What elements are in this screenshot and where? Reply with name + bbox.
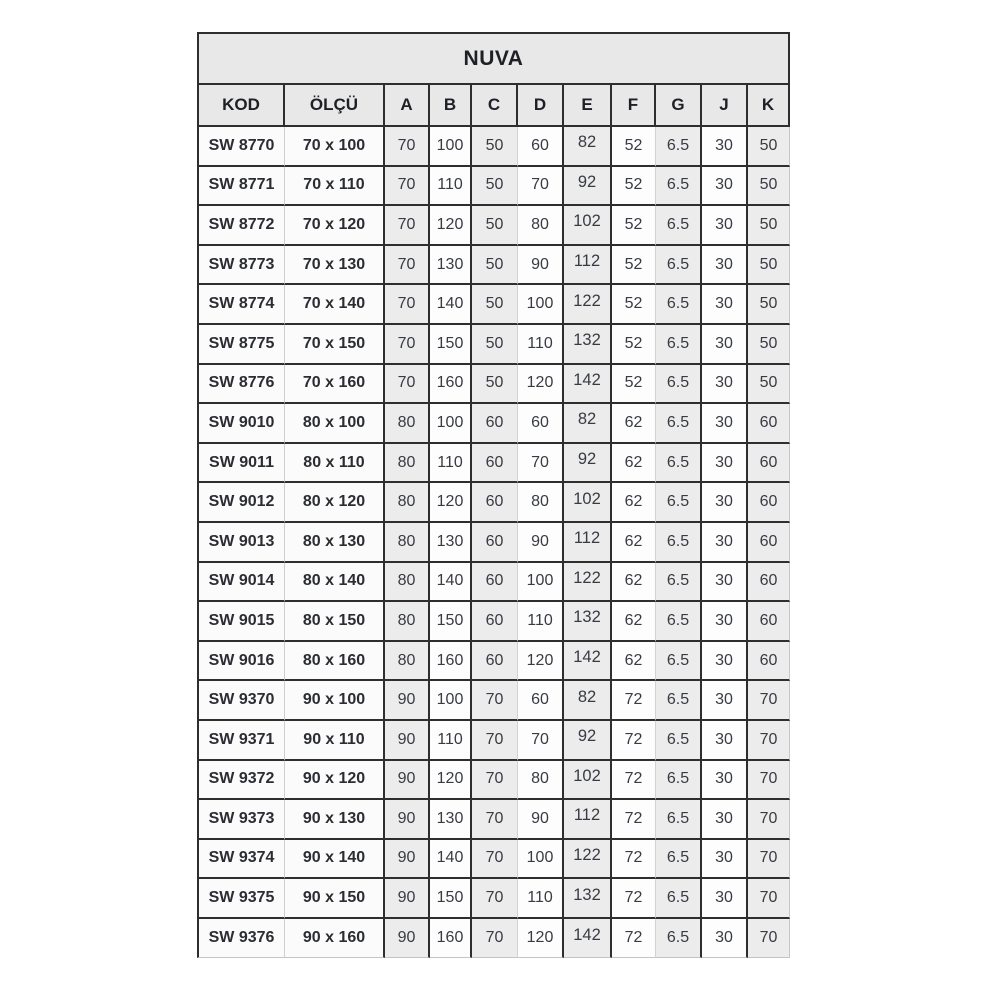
olcu-cell: 70 x 120	[285, 206, 385, 246]
table-row	[197, 879, 790, 919]
olcu-cell: 80 x 160	[285, 642, 385, 682]
value-cell-a: 80	[385, 602, 430, 642]
value-cell-d: 60	[518, 681, 564, 721]
value-cell-a: 80	[385, 483, 430, 523]
kod-cell: SW 9374	[197, 840, 285, 880]
column-header-g: G	[656, 85, 702, 127]
value-cell-c: 70	[472, 681, 518, 721]
value-cell-c: 50	[472, 246, 518, 286]
value-cell-a: 70	[385, 365, 430, 405]
value-cell-k: 60	[748, 523, 790, 563]
value-cell-e: 82	[564, 681, 612, 721]
value-cell-g: 6.5	[656, 444, 702, 484]
value-cell-e: 102	[564, 206, 612, 246]
value-cell-b: 100	[430, 681, 472, 721]
value-cell-g: 6.5	[656, 721, 702, 761]
value-cell-f: 62	[612, 523, 656, 563]
value-cell-a: 80	[385, 642, 430, 682]
value-cell-j: 30	[702, 840, 748, 880]
value-cell-j: 30	[702, 681, 748, 721]
value-cell-b: 160	[430, 919, 472, 959]
value-cell-g: 6.5	[656, 602, 702, 642]
value-cell-f: 52	[612, 206, 656, 246]
value-cell-g: 6.5	[656, 127, 702, 167]
kod-cell: SW 8770	[197, 127, 285, 167]
kod-cell: SW 9013	[197, 523, 285, 563]
value-cell-c: 60	[472, 523, 518, 563]
value-cell-d: 80	[518, 483, 564, 523]
olcu-cell: 70 x 160	[285, 365, 385, 405]
table-row	[197, 800, 790, 840]
kod-cell: SW 9370	[197, 681, 285, 721]
column-header-k: K	[748, 85, 790, 127]
olcu-cell: 90 x 110	[285, 721, 385, 761]
value-cell-j: 30	[702, 444, 748, 484]
value-cell-g: 6.5	[656, 404, 702, 444]
kod-cell: SW 9376	[197, 919, 285, 959]
table-row	[197, 404, 790, 444]
column-header-row	[197, 85, 790, 127]
value-cell-c: 50	[472, 285, 518, 325]
value-cell-a: 90	[385, 879, 430, 919]
olcu-cell: 80 x 110	[285, 444, 385, 484]
value-cell-j: 30	[702, 879, 748, 919]
value-cell-j: 30	[702, 127, 748, 167]
value-cell-f: 52	[612, 127, 656, 167]
value-cell-j: 30	[702, 761, 748, 801]
value-cell-b: 100	[430, 404, 472, 444]
table-row	[197, 602, 790, 642]
table-row	[197, 365, 790, 405]
value-cell-f: 72	[612, 681, 656, 721]
table-row	[197, 444, 790, 484]
value-cell-b: 120	[430, 206, 472, 246]
value-cell-k: 50	[748, 246, 790, 286]
value-cell-b: 120	[430, 483, 472, 523]
table-row	[197, 721, 790, 761]
value-cell-c: 70	[472, 721, 518, 761]
value-cell-k: 70	[748, 919, 790, 959]
value-cell-c: 60	[472, 483, 518, 523]
value-cell-e: 122	[564, 285, 612, 325]
value-cell-a: 90	[385, 840, 430, 880]
column-header-j: J	[702, 85, 748, 127]
value-cell-f: 72	[612, 800, 656, 840]
olcu-cell: 80 x 130	[285, 523, 385, 563]
value-cell-a: 70	[385, 127, 430, 167]
value-cell-j: 30	[702, 365, 748, 405]
column-header-kod: KOD	[197, 85, 285, 127]
value-cell-c: 60	[472, 563, 518, 603]
value-cell-a: 80	[385, 523, 430, 563]
value-cell-b: 120	[430, 761, 472, 801]
column-header-b: B	[430, 85, 472, 127]
value-cell-a: 80	[385, 404, 430, 444]
value-cell-a: 70	[385, 285, 430, 325]
value-cell-k: 50	[748, 127, 790, 167]
column-header-e: E	[564, 85, 612, 127]
value-cell-k: 60	[748, 563, 790, 603]
value-cell-k: 70	[748, 761, 790, 801]
olcu-cell: 80 x 100	[285, 404, 385, 444]
table-row	[197, 483, 790, 523]
value-cell-g: 6.5	[656, 246, 702, 286]
value-cell-b: 150	[430, 602, 472, 642]
value-cell-d: 70	[518, 167, 564, 207]
value-cell-b: 160	[430, 365, 472, 405]
value-cell-c: 50	[472, 206, 518, 246]
value-cell-c: 70	[472, 840, 518, 880]
value-cell-f: 62	[612, 602, 656, 642]
olcu-cell: 90 x 150	[285, 879, 385, 919]
olcu-cell: 80 x 120	[285, 483, 385, 523]
value-cell-c: 50	[472, 365, 518, 405]
table-row	[197, 681, 790, 721]
nuva-spec-table	[197, 32, 790, 958]
table-body	[197, 127, 790, 958]
value-cell-d: 90	[518, 246, 564, 286]
value-cell-a: 70	[385, 167, 430, 207]
value-cell-g: 6.5	[656, 642, 702, 682]
value-cell-b: 150	[430, 325, 472, 365]
olcu-cell: 90 x 130	[285, 800, 385, 840]
value-cell-j: 30	[702, 167, 748, 207]
value-cell-e: 132	[564, 602, 612, 642]
kod-cell: SW 8776	[197, 365, 285, 405]
value-cell-e: 142	[564, 365, 612, 405]
value-cell-d: 90	[518, 523, 564, 563]
value-cell-f: 72	[612, 840, 656, 880]
olcu-cell: 90 x 100	[285, 681, 385, 721]
value-cell-j: 30	[702, 206, 748, 246]
table-row	[197, 127, 790, 167]
value-cell-c: 60	[472, 602, 518, 642]
value-cell-j: 30	[702, 602, 748, 642]
value-cell-e: 112	[564, 523, 612, 563]
table-row	[197, 523, 790, 563]
value-cell-e: 82	[564, 127, 612, 167]
value-cell-k: 70	[748, 840, 790, 880]
value-cell-c: 70	[472, 919, 518, 959]
value-cell-f: 52	[612, 365, 656, 405]
value-cell-g: 6.5	[656, 761, 702, 801]
value-cell-c: 50	[472, 325, 518, 365]
value-cell-g: 6.5	[656, 285, 702, 325]
value-cell-j: 30	[702, 563, 748, 603]
kod-cell: SW 8775	[197, 325, 285, 365]
value-cell-b: 140	[430, 840, 472, 880]
value-cell-d: 60	[518, 404, 564, 444]
value-cell-g: 6.5	[656, 483, 702, 523]
value-cell-c: 70	[472, 761, 518, 801]
value-cell-d: 100	[518, 285, 564, 325]
value-cell-k: 50	[748, 167, 790, 207]
value-cell-d: 110	[518, 879, 564, 919]
kod-cell: SW 9016	[197, 642, 285, 682]
value-cell-f: 72	[612, 879, 656, 919]
value-cell-g: 6.5	[656, 800, 702, 840]
value-cell-c: 50	[472, 127, 518, 167]
value-cell-c: 70	[472, 800, 518, 840]
value-cell-b: 110	[430, 167, 472, 207]
table-row	[197, 285, 790, 325]
column-header-c: C	[472, 85, 518, 127]
olcu-cell: 70 x 140	[285, 285, 385, 325]
value-cell-d: 70	[518, 721, 564, 761]
value-cell-g: 6.5	[656, 879, 702, 919]
value-cell-j: 30	[702, 325, 748, 365]
table-title-row	[197, 32, 790, 85]
olcu-cell: 70 x 110	[285, 167, 385, 207]
olcu-cell: 70 x 130	[285, 246, 385, 286]
value-cell-f: 62	[612, 404, 656, 444]
value-cell-a: 90	[385, 721, 430, 761]
value-cell-k: 70	[748, 800, 790, 840]
kod-cell: SW 9375	[197, 879, 285, 919]
value-cell-k: 70	[748, 681, 790, 721]
value-cell-j: 30	[702, 523, 748, 563]
value-cell-a: 90	[385, 761, 430, 801]
value-cell-a: 80	[385, 563, 430, 603]
olcu-cell: 90 x 140	[285, 840, 385, 880]
kod-cell: SW 8773	[197, 246, 285, 286]
value-cell-b: 130	[430, 246, 472, 286]
table-row	[197, 919, 790, 959]
value-cell-k: 60	[748, 404, 790, 444]
value-cell-a: 80	[385, 444, 430, 484]
value-cell-d: 60	[518, 127, 564, 167]
value-cell-d: 120	[518, 365, 564, 405]
value-cell-j: 30	[702, 642, 748, 682]
kod-cell: SW 9373	[197, 800, 285, 840]
value-cell-f: 62	[612, 563, 656, 603]
value-cell-g: 6.5	[656, 681, 702, 721]
value-cell-j: 30	[702, 483, 748, 523]
value-cell-b: 110	[430, 721, 472, 761]
value-cell-a: 70	[385, 325, 430, 365]
value-cell-a: 90	[385, 800, 430, 840]
value-cell-j: 30	[702, 285, 748, 325]
value-cell-j: 30	[702, 246, 748, 286]
value-cell-d: 70	[518, 444, 564, 484]
value-cell-b: 160	[430, 642, 472, 682]
value-cell-e: 112	[564, 246, 612, 286]
value-cell-k: 60	[748, 444, 790, 484]
table-row	[197, 761, 790, 801]
column-header-d: D	[518, 85, 564, 127]
table-row	[197, 642, 790, 682]
kod-cell: SW 9011	[197, 444, 285, 484]
value-cell-f: 62	[612, 642, 656, 682]
value-cell-c: 60	[472, 444, 518, 484]
value-cell-e: 132	[564, 879, 612, 919]
value-cell-f: 52	[612, 167, 656, 207]
table-row	[197, 206, 790, 246]
kod-cell: SW 9012	[197, 483, 285, 523]
value-cell-f: 72	[612, 919, 656, 959]
value-cell-e: 92	[564, 444, 612, 484]
kod-cell: SW 9372	[197, 761, 285, 801]
value-cell-k: 50	[748, 206, 790, 246]
value-cell-g: 6.5	[656, 523, 702, 563]
value-cell-d: 120	[518, 642, 564, 682]
column-header-l: ÖLÇÜ	[285, 85, 385, 127]
value-cell-e: 102	[564, 483, 612, 523]
kod-cell: SW 8774	[197, 285, 285, 325]
kod-cell: SW 9015	[197, 602, 285, 642]
value-cell-a: 70	[385, 246, 430, 286]
value-cell-e: 122	[564, 563, 612, 603]
olcu-cell: 80 x 150	[285, 602, 385, 642]
value-cell-f: 72	[612, 721, 656, 761]
value-cell-j: 30	[702, 800, 748, 840]
value-cell-b: 110	[430, 444, 472, 484]
value-cell-g: 6.5	[656, 919, 702, 959]
value-cell-f: 62	[612, 444, 656, 484]
column-header-a: A	[385, 85, 430, 127]
olcu-cell: 70 x 100	[285, 127, 385, 167]
value-cell-g: 6.5	[656, 563, 702, 603]
value-cell-j: 30	[702, 404, 748, 444]
table-row	[197, 563, 790, 603]
value-cell-k: 70	[748, 721, 790, 761]
value-cell-b: 100	[430, 127, 472, 167]
value-cell-b: 130	[430, 800, 472, 840]
value-cell-e: 142	[564, 642, 612, 682]
olcu-cell: 80 x 140	[285, 563, 385, 603]
value-cell-e: 122	[564, 840, 612, 880]
table-title: NUVA	[197, 32, 790, 85]
value-cell-k: 60	[748, 602, 790, 642]
value-cell-d: 120	[518, 919, 564, 959]
value-cell-a: 90	[385, 681, 430, 721]
olcu-cell: 90 x 160	[285, 919, 385, 959]
value-cell-b: 140	[430, 563, 472, 603]
value-cell-b: 150	[430, 879, 472, 919]
value-cell-c: 70	[472, 879, 518, 919]
olcu-cell: 70 x 150	[285, 325, 385, 365]
olcu-cell: 90 x 120	[285, 761, 385, 801]
value-cell-k: 60	[748, 642, 790, 682]
value-cell-k: 50	[748, 285, 790, 325]
value-cell-j: 30	[702, 721, 748, 761]
value-cell-d: 90	[518, 800, 564, 840]
value-cell-a: 70	[385, 206, 430, 246]
value-cell-e: 142	[564, 919, 612, 959]
kod-cell: SW 8771	[197, 167, 285, 207]
value-cell-e: 102	[564, 761, 612, 801]
kod-cell: SW 9010	[197, 404, 285, 444]
value-cell-g: 6.5	[656, 167, 702, 207]
value-cell-g: 6.5	[656, 325, 702, 365]
value-cell-f: 62	[612, 483, 656, 523]
value-cell-f: 52	[612, 325, 656, 365]
table-row	[197, 840, 790, 880]
value-cell-a: 90	[385, 919, 430, 959]
value-cell-g: 6.5	[656, 206, 702, 246]
table-row	[197, 325, 790, 365]
value-cell-k: 70	[748, 879, 790, 919]
kod-cell: SW 9371	[197, 721, 285, 761]
value-cell-c: 60	[472, 642, 518, 682]
kod-cell: SW 9014	[197, 563, 285, 603]
value-cell-f: 52	[612, 246, 656, 286]
value-cell-k: 60	[748, 483, 790, 523]
value-cell-e: 92	[564, 167, 612, 207]
value-cell-d: 80	[518, 206, 564, 246]
kod-cell: SW 8772	[197, 206, 285, 246]
value-cell-f: 52	[612, 285, 656, 325]
value-cell-f: 72	[612, 761, 656, 801]
column-header-f: F	[612, 85, 656, 127]
value-cell-j: 30	[702, 919, 748, 959]
value-cell-e: 112	[564, 800, 612, 840]
value-cell-d: 110	[518, 325, 564, 365]
value-cell-e: 132	[564, 325, 612, 365]
value-cell-c: 60	[472, 404, 518, 444]
value-cell-b: 140	[430, 285, 472, 325]
value-cell-g: 6.5	[656, 840, 702, 880]
value-cell-g: 6.5	[656, 365, 702, 405]
value-cell-e: 82	[564, 404, 612, 444]
value-cell-d: 110	[518, 602, 564, 642]
table-row	[197, 246, 790, 286]
value-cell-c: 50	[472, 167, 518, 207]
value-cell-e: 92	[564, 721, 612, 761]
value-cell-d: 100	[518, 563, 564, 603]
value-cell-d: 80	[518, 761, 564, 801]
value-cell-b: 130	[430, 523, 472, 563]
value-cell-k: 50	[748, 365, 790, 405]
value-cell-k: 50	[748, 325, 790, 365]
value-cell-d: 100	[518, 840, 564, 880]
table-row	[197, 167, 790, 207]
